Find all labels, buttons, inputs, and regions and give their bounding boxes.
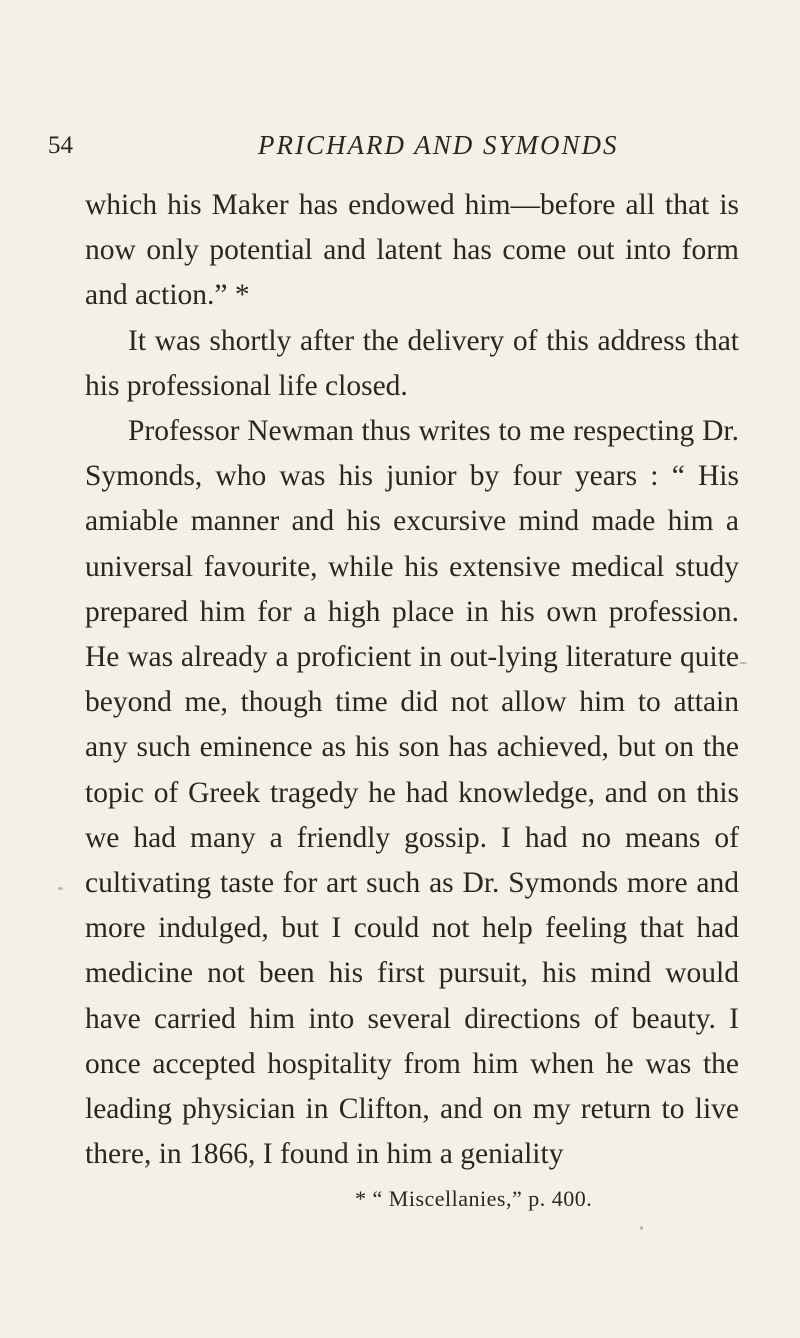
page-number: 54 [48, 132, 73, 159]
paragraph-3: Professor Newman thus writes to me respecting Dr. Symonds, who was his junior by four years : “ His amiable manner and his excursive mind made him a universal favourite, while his extensive medical study prepared him for a high place in his own profession. He was already a proficient in out-lying literature quite beyond me, though time did not allow him to attain any such eminence as his son has achieved, but on the topic of Greek tragedy he had knowledge, and on this we had many a friendly gossip. I had no means of cultivating taste for art such as Dr. Symonds more and more indulged, but I could not help feeling that had medicine not been his first pursuit, his mind would have carried him into several directions of beauty. I once accepted hospitality from him when he was the leading physician in Clifton, and on my return to live there, in 1866, I found in him a geniality [85, 415, 739, 1171]
footnote: * “ Miscellanies,” p. 400. [355, 1186, 593, 1211]
page-header [48, 128, 748, 168]
paragraph-2: It was shortly after the delivery of this address that his professional life closed. [85, 324, 739, 402]
paragraph-1: which his Maker has endowed him—before all that is now only potential and latent has come out into form and action.” * [85, 189, 739, 312]
body-text [85, 183, 739, 1177]
paper-speck [58, 887, 63, 890]
paper-speck [739, 662, 747, 664]
running-head: PRICHARD AND SYMONDS [258, 130, 619, 160]
paper-speck [640, 1226, 643, 1230]
